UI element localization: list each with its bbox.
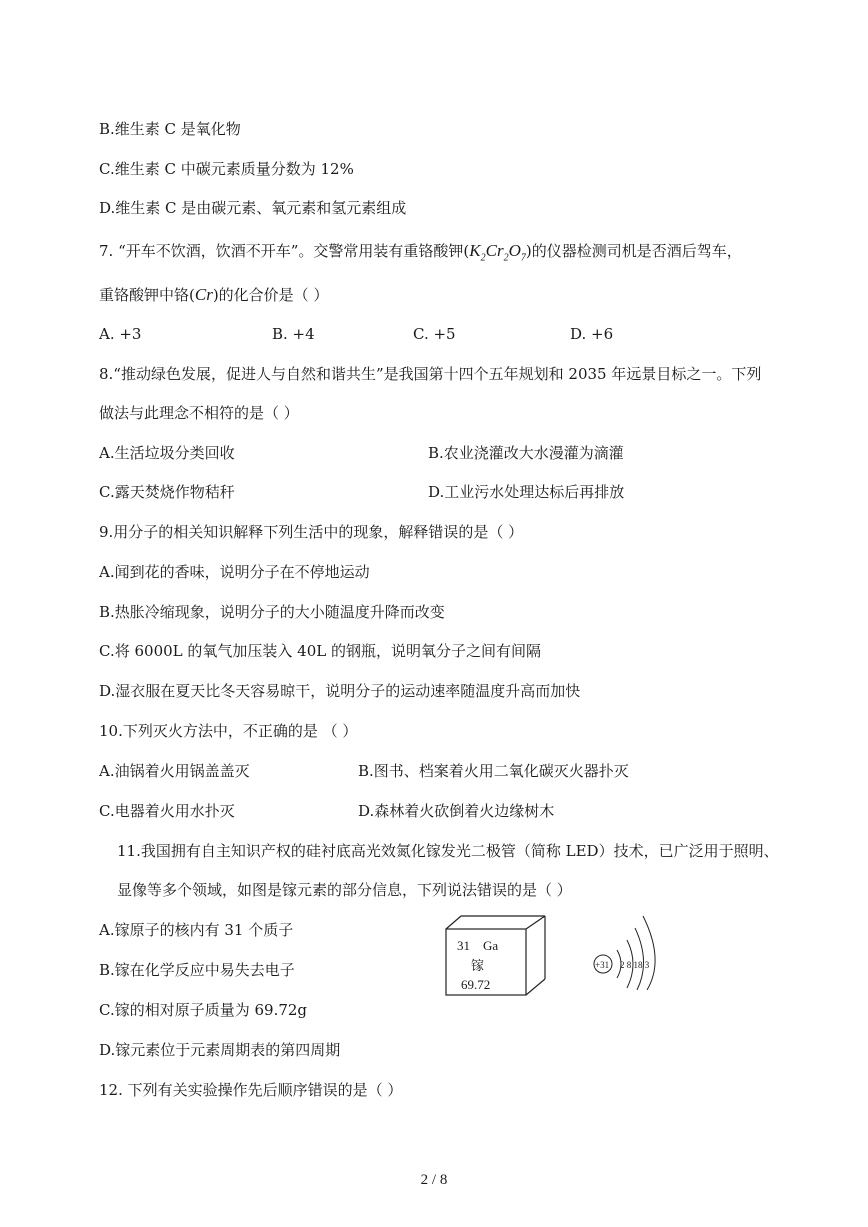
q6-option-c: C.维生素 C 中碳元素质量分数为 12% (99, 160, 354, 178)
element-name: 镓 (471, 959, 485, 974)
q10-option-d: D.森林着火砍倒着火边缘树木 (358, 802, 555, 820)
q6-option-d: D.维生素 C 是由碳元素、氧元素和氢元素组成 (99, 199, 407, 217)
q9-option-c: C.将 6000L 的氧气加压装入 40L 的钢瓶，说明氧分子之间有间隔 (99, 642, 541, 660)
q12-stem: 12. 下列有关实验操作先后顺序错误的是（ ） (99, 1081, 403, 1099)
atom-nucleus-charge: +31 (595, 960, 610, 970)
gallium-atom-structure-diagram (585, 910, 665, 990)
q9-option-d: D.湿衣服在夏天比冬天容易晾干，说明分子的运动速率随温度升高而加快 (99, 682, 581, 700)
q11-option-d: D.镓元素位于元素周期表的第四周期 (99, 1041, 341, 1059)
q8-option-b: B.农业浇灌改大水漫灌为滴灌 (428, 444, 624, 462)
atom-electron-shells: 2 8 18 3 (620, 960, 650, 970)
q10-stem: 10.下列灭火方法中，不正确的是 （ ） (99, 722, 358, 740)
q7-stem-line2: 重铬酸钾中铬(Cr)的化合价是（ ） (99, 285, 329, 304)
q7-stem-line1: 7. “开车不饮酒，饮酒不开车”。交警常用装有重铬酸钾$(K_2Cr_2O_7)$的仪器检测司机是否酒后驾车， (99, 241, 742, 264)
q9-stem: 9.用分子的相关知识解释下列生活中的现象，解释错误的是（ ） (99, 523, 524, 541)
q10-option-a: A.油锅着火用锅盖盖灭 (99, 762, 250, 780)
q8-option-a: A.生活垃圾分类回收 (99, 444, 235, 462)
element-symbol: Ga (483, 938, 499, 953)
formula-k: $K_2Cr_2O_7$ (469, 241, 526, 264)
q7-option-a: A. +3 (99, 325, 142, 343)
q9-option-b: B.热胀冷缩现象，说明分子的大小随温度升降而改变 (99, 603, 445, 621)
q8-option-d: D.工业污水处理达标后再排放 (428, 483, 625, 501)
q11-option-b: B.镓在化学反应中易失去电子 (99, 961, 295, 979)
q6-option-b: B.维生素 C 是氧化物 (99, 120, 241, 138)
q7-option-d: D. +6 (570, 325, 614, 343)
q11-option-c: C.镓的相对原子质量为 69.72g (99, 1001, 308, 1019)
gallium-element-cell (445, 915, 550, 997)
q8-stem-line2: 做法与此理念不相符的是（ ） (99, 404, 299, 422)
page-number: 2 / 8 (420, 1172, 448, 1188)
q8-option-c: C.露天焚烧作物秸秆 (99, 483, 235, 501)
element-mass: 69.72 (461, 977, 491, 992)
q11-stem-line2: 显像等多个领域，如图是镓元素的部分信息，下列说法错误的是（ ） (117, 881, 572, 899)
q7-option-c: C. +5 (413, 325, 456, 343)
q8-stem-line1: 8.“推动绿色发展，促进人与自然和谐共生”是我国第十四个五年规划和 2035 年远景目标之一。下列 (99, 365, 762, 383)
q7-option-b: B. +4 (272, 325, 315, 343)
q11-option-a: A.镓原子的核内有 31 个质子 (99, 921, 294, 939)
q11-stem-line1: 11.我国拥有自主知识产权的硅衬底高光效氮化镓发光二极管（简称 LED）技术，已广泛用于照明、 (117, 842, 779, 860)
element-atomic-number: 31 (457, 938, 470, 953)
q10-option-c: C.电器着火用水扑灭 (99, 802, 235, 820)
q10-option-b: B.图书、档案着火用二氧化碳灭火器扑灭 (358, 762, 629, 780)
formula-cr: Cr (194, 285, 213, 304)
q9-option-a: A.闻到花的香味，说明分子在不停地运动 (99, 563, 370, 581)
